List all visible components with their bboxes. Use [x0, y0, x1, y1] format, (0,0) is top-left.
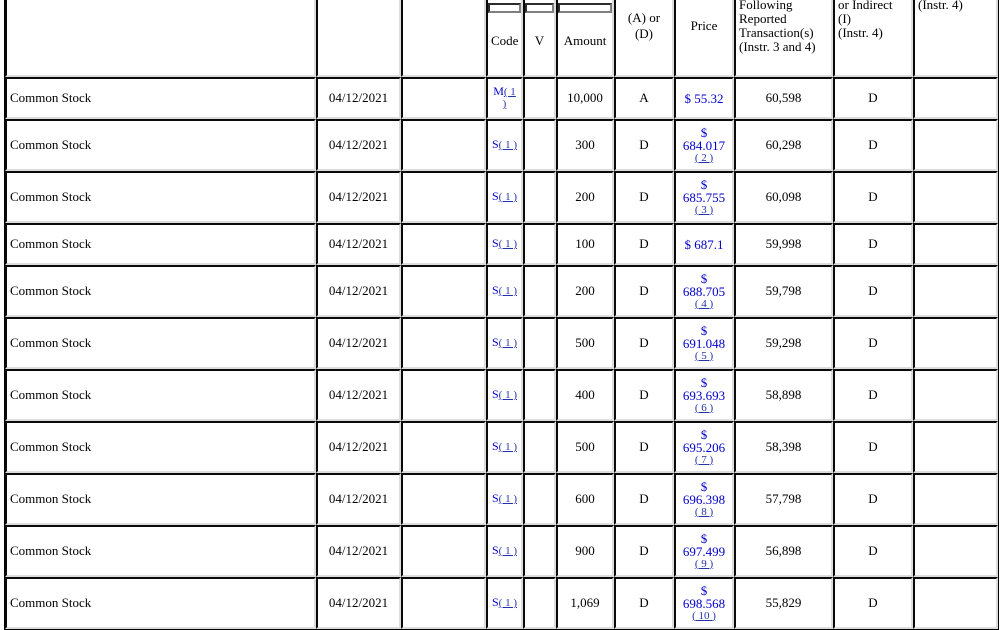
- transaction-code: S: [491, 387, 499, 401]
- transaction-code: S: [491, 236, 499, 250]
- price-dollar: $: [700, 124, 708, 140]
- price-footnote-link[interactable]: ( 3 ): [694, 203, 714, 216]
- security-title: Common Stock: [5, 369, 316, 421]
- security-title: Common Stock: [5, 171, 316, 223]
- transaction-code-cell: [486, 525, 523, 577]
- deemed-execution-date: [401, 223, 486, 265]
- deemed-execution-date: [401, 421, 486, 473]
- amount-owned-following: 58,398: [734, 421, 833, 473]
- code-footnote-link[interactable]: ( 1 ): [498, 337, 517, 349]
- transaction-code-cell: [486, 119, 523, 171]
- price-dollar: $: [700, 582, 708, 598]
- table-row: [5, 77, 998, 119]
- form4-table-1: [4, 0, 999, 630]
- transaction-code-cell: [486, 577, 523, 629]
- transaction-date: 04/12/2021: [316, 317, 401, 369]
- transaction-date: 04/12/2021: [316, 223, 401, 265]
- transaction-code: S: [491, 439, 499, 453]
- acquired-disposed: D: [614, 473, 674, 525]
- deemed-execution-date: [401, 265, 486, 317]
- amount-owned-following: 60,298: [734, 119, 833, 171]
- deemed-execution-date: [401, 317, 486, 369]
- header-nature-of-ownership: (Instr. 4): [913, 0, 998, 77]
- ownership-form: D: [833, 369, 913, 421]
- acquired-disposed: D: [614, 525, 674, 577]
- ownership-form: D: [833, 119, 913, 171]
- amount: 200: [556, 265, 614, 317]
- nature-of-ownership: [913, 317, 998, 369]
- price-footnote-link[interactable]: ( 5 ): [694, 349, 714, 362]
- price-cell: [674, 223, 734, 265]
- transaction-date: 04/12/2021: [316, 77, 401, 119]
- security-title: Common Stock: [5, 223, 316, 265]
- transaction-date: 04/12/2021: [316, 369, 401, 421]
- column-header-row: [5, 0, 998, 77]
- price-dollar: $: [700, 426, 708, 442]
- price-value: 693.693: [682, 387, 726, 403]
- price-value: 691.048: [682, 335, 726, 351]
- acquired-disposed: D: [614, 577, 674, 629]
- code-footnote-link[interactable]: ( 1 ): [498, 191, 517, 203]
- price-cell: [674, 119, 734, 171]
- header-transaction-date: [316, 0, 401, 77]
- price-value: $ 687.1: [684, 236, 724, 252]
- ownership-form: D: [833, 77, 913, 119]
- amount-owned-following: 60,098: [734, 171, 833, 223]
- price-footnote-link[interactable]: ( 6 ): [694, 401, 714, 414]
- table-row: [5, 265, 998, 317]
- price-footnote-link[interactable]: ( 9 ): [694, 557, 714, 570]
- transaction-code-cell: [486, 77, 523, 119]
- amount: 10,000: [556, 77, 614, 119]
- header-amount: Amount: [556, 0, 614, 77]
- transaction-date: 04/12/2021: [316, 119, 401, 171]
- nature-of-ownership: [913, 369, 998, 421]
- price-dollar: $: [700, 530, 708, 546]
- price-footnote-link[interactable]: ( 2 ): [694, 151, 714, 164]
- amount: 400: [556, 369, 614, 421]
- nature-of-ownership: [913, 119, 998, 171]
- price-value: 685.755: [682, 189, 726, 205]
- header-ownership-form: or Indirect (I) (Instr. 4): [833, 0, 913, 77]
- price-cell: [674, 265, 734, 317]
- header-code: Code: [486, 0, 523, 77]
- ownership-form: D: [833, 421, 913, 473]
- price-cell: [674, 525, 734, 577]
- code-footnote-link[interactable]: ( 1 ): [498, 139, 517, 151]
- v-cell: [523, 525, 556, 577]
- transaction-code-cell: [486, 265, 523, 317]
- code-footnote-link[interactable]: ( 1 ): [498, 238, 517, 250]
- acquired-disposed: D: [614, 119, 674, 171]
- transaction-code: S: [491, 283, 499, 297]
- security-title: Common Stock: [5, 473, 316, 525]
- transaction-code: S: [491, 137, 499, 151]
- table-row: [5, 171, 998, 223]
- price-cell: [674, 317, 734, 369]
- v-cell: [523, 171, 556, 223]
- price-cell: [674, 577, 734, 629]
- price-dollar: $: [700, 322, 708, 338]
- transaction-date: 04/12/2021: [316, 265, 401, 317]
- code-footnote-link[interactable]: ( 1 ): [498, 441, 517, 453]
- transaction-date: 04/12/2021: [316, 473, 401, 525]
- v-cell: [523, 77, 556, 119]
- nature-of-ownership: [913, 223, 998, 265]
- code-footnote-link[interactable]: ( 1 ): [498, 597, 517, 609]
- table-row: [5, 223, 998, 265]
- v-cell: [523, 317, 556, 369]
- v-cell: [523, 577, 556, 629]
- transaction-rows: [5, 77, 998, 629]
- v-cell: [523, 421, 556, 473]
- table-row: [5, 317, 998, 369]
- amount: 600: [556, 473, 614, 525]
- v-cell: [523, 119, 556, 171]
- transaction-code: M: [493, 84, 504, 98]
- transaction-code-cell: [486, 369, 523, 421]
- transaction-date: 04/12/2021: [316, 525, 401, 577]
- ownership-form: D: [833, 171, 913, 223]
- nature-of-ownership: [913, 473, 998, 525]
- deemed-execution-date: [401, 119, 486, 171]
- amount: 1,069: [556, 577, 614, 629]
- price-dollar: $: [700, 374, 708, 390]
- deemed-execution-date: [401, 525, 486, 577]
- deemed-execution-date: [401, 473, 486, 525]
- amount-owned-following: 55,829: [734, 577, 833, 629]
- transaction-code-cell: [486, 317, 523, 369]
- transaction-code-cell: [486, 223, 523, 265]
- acquired-disposed: D: [614, 171, 674, 223]
- ownership-form: D: [833, 265, 913, 317]
- deemed-execution-date: [401, 171, 486, 223]
- amount: 900: [556, 525, 614, 577]
- security-title: Common Stock: [5, 317, 316, 369]
- price-value: $ 55.32: [684, 90, 724, 106]
- code-footnote-link[interactable]: ( 1 ): [498, 545, 517, 557]
- v-cell: [523, 223, 556, 265]
- header-price: Price: [674, 0, 734, 77]
- amount-owned-following: 57,798: [734, 473, 833, 525]
- transaction-date: 04/12/2021: [316, 421, 401, 473]
- amount-owned-following: 56,898: [734, 525, 833, 577]
- price-value: 695.206: [682, 439, 726, 455]
- header-amount-following: Following Reported Transaction(s) (Instr. 3 and 4): [734, 0, 833, 77]
- transaction-code: S: [491, 335, 499, 349]
- price-footnote-link[interactable]: ( 7 ): [694, 453, 714, 466]
- header-security-title: [5, 0, 316, 77]
- transaction-date: 04/12/2021: [316, 171, 401, 223]
- transaction-code-cell: [486, 473, 523, 525]
- nature-of-ownership: [913, 171, 998, 223]
- v-cell: [523, 265, 556, 317]
- amount: 100: [556, 223, 614, 265]
- ownership-form: D: [833, 317, 913, 369]
- amount-owned-following: 59,798: [734, 265, 833, 317]
- price-value: 684.017: [682, 137, 726, 153]
- security-title: Common Stock: [5, 265, 316, 317]
- nature-of-ownership: [913, 577, 998, 629]
- price-dollar: $: [700, 270, 708, 286]
- ownership-form: D: [833, 223, 913, 265]
- deemed-execution-date: [401, 369, 486, 421]
- v-cell: [523, 369, 556, 421]
- ownership-form: D: [833, 473, 913, 525]
- v-cell: [523, 473, 556, 525]
- code-footnote-link[interactable]: ( 1 ): [498, 389, 517, 401]
- price-footnote-link[interactable]: ( 4 ): [694, 297, 714, 310]
- transaction-code: S: [491, 189, 499, 203]
- transaction-code-cell: [486, 421, 523, 473]
- table-row: [5, 421, 998, 473]
- acquired-disposed: A: [614, 77, 674, 119]
- transaction-date: 04/12/2021: [316, 577, 401, 629]
- amount-owned-following: 60,598: [734, 77, 833, 119]
- price-footnote-link[interactable]: ( 8 ): [694, 505, 714, 518]
- price-cell: [674, 473, 734, 525]
- nature-of-ownership: [913, 265, 998, 317]
- acquired-disposed: D: [614, 317, 674, 369]
- price-dollar: $: [700, 176, 708, 192]
- header-a-or-d: (A) or (D): [614, 0, 674, 77]
- amount-owned-following: 59,298: [734, 317, 833, 369]
- price-value: 688.705: [682, 283, 726, 299]
- table-row: [5, 473, 998, 525]
- security-title: Common Stock: [5, 525, 316, 577]
- code-footnote-link[interactable]: ( 1 ): [502, 86, 516, 110]
- acquired-disposed: D: [614, 265, 674, 317]
- amount: 300: [556, 119, 614, 171]
- amount-owned-following: 58,898: [734, 369, 833, 421]
- security-title: Common Stock: [5, 577, 316, 629]
- ownership-form: D: [833, 577, 913, 629]
- table-row: [5, 119, 998, 171]
- amount: 200: [556, 171, 614, 223]
- price-footnote-link[interactable]: ( 10 ): [692, 609, 716, 622]
- price-value: 696.398: [682, 491, 726, 507]
- nature-of-ownership: [913, 525, 998, 577]
- transaction-code: S: [491, 595, 499, 609]
- security-title: Common Stock: [5, 421, 316, 473]
- header-deemed-date: [401, 0, 486, 77]
- acquired-disposed: D: [614, 421, 674, 473]
- price-cell: [674, 77, 734, 119]
- table-row: [5, 525, 998, 577]
- price-dollar: $: [700, 478, 708, 494]
- header-v: V: [523, 0, 556, 77]
- nature-of-ownership: [913, 77, 998, 119]
- price-value: 698.568: [682, 595, 726, 611]
- acquired-disposed: D: [614, 369, 674, 421]
- code-footnote-link[interactable]: ( 1 ): [498, 285, 517, 297]
- table-row: [5, 577, 998, 629]
- amount: 500: [556, 317, 614, 369]
- code-footnote-link[interactable]: ( 1 ): [498, 493, 517, 505]
- price-value: 697.499: [682, 543, 726, 559]
- transaction-code-cell: [486, 171, 523, 223]
- nature-of-ownership: [913, 421, 998, 473]
- table-row: [5, 369, 998, 421]
- amount: 500: [556, 421, 614, 473]
- amount-owned-following: 59,998: [734, 223, 833, 265]
- security-title: Common Stock: [5, 119, 316, 171]
- transaction-code: S: [491, 543, 499, 557]
- price-cell: [674, 369, 734, 421]
- transaction-code: S: [491, 491, 499, 505]
- deemed-execution-date: [401, 77, 486, 119]
- ownership-form: D: [833, 525, 913, 577]
- price-cell: [674, 421, 734, 473]
- acquired-disposed: D: [614, 223, 674, 265]
- price-cell: [674, 171, 734, 223]
- security-title: Common Stock: [5, 77, 316, 119]
- deemed-execution-date: [401, 577, 486, 629]
